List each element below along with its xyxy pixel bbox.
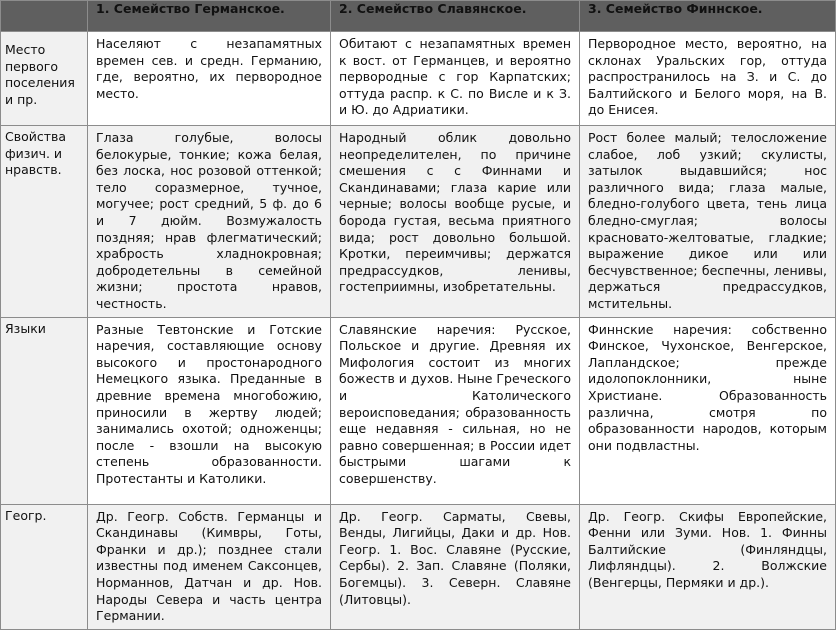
row-label: Место первого поселения и пр. [1,32,88,126]
cell-germanic: Разные Тевтонские и Готские наречия, составляющие основу высокого и простонародного Немецкого языка. Преданные в древние времена многобожию, приносили в жертву людей; занимались охотой; одноженцы; после - взошли на высокую степень образованности. Протестанты и Католики. [88,317,331,504]
cell-slavic: Обитают с незапамятных времен к вост. от Германцев, и вероятно первородные с гор Карпатских; оттуда распр. к С. по Висле и к З. и Ю. до Адриатики. [331,32,580,126]
header-slavic: 2. Семейство Славянское. [331,1,580,32]
cell-germanic: Глаза голубые, волосы белокурые, тонкие; кожа белая, без лоска, нос розовой оттенкой; тело соразмерное, тучное, могучее; рост средний, 5 ф. до 6 и 7 дюйм. Возмужалость поздняя; нрав флегматический; храбрость хладнокровная; добродетельны в семейной жизни; простота нравов, честность. [88,126,331,318]
cell-slavic: Народный облик довольно неопределителен, по причине смешения с с Финнами и Скандинавами; глаза карие или черные; волосы вообще русые, и борода густая, весьма приятного вида; рост довольно большой. Кротки, переимчивы; держатся предрассудков, ленивы, гостеприимны, изобретательны. [331,126,580,318]
row-label: Языки [1,317,88,504]
cell-finnic: Первородное место, вероятно, на склонах Уральских гор, оттуда распространилось на З. и С. до Балтийского и Белого моря, на В. до Енисея. [580,32,836,126]
header-corner [1,1,88,32]
table-row [1,504,836,629]
cell-finnic: Финнские наречия: собственно Финское, Чухонское, Венгерское, Лапландское; прежде идолопоклонники, ныне Христиане. Образованность различна, смотря по образованности народов, которым они подвластны. [580,317,836,504]
cell-slavic: Славянские наречия: Русское, Польское и другие. Древняя их Мифология состоит из многих божеств и духов. Ныне Греческого и Католического вероисповедания; образованность еще недавняя - сильная, но не равно совершенная; в России идет быстрыми шагами к совершенству. [331,317,580,504]
table-row [1,317,836,504]
cell-germanic: Др. Геогр. Собств. Германцы и Скандинавы (Кимвры, Готы, Франки и др.); позднее стали известны под именем Саксонцев, Норманнов, Датчан и др. Нов. Народы Севера и часть центра Германии. [88,504,331,629]
table-row [1,32,836,126]
header-germanic: 1. Семейство Германское. [88,1,331,32]
cell-finnic: Др. Геогр. Скифы Европейские, Фенни или Зуми. Нов. 1. Финны Балтийские (Финляндцы, Лифляндцы). 2. Волжские (Венгерцы, Пермяки и др.). [580,504,836,629]
cell-slavic: Др. Геогр. Сарматы, Свевы, Венды, Лигийцы, Даки и др. Нов. Геогр. 1. Вос. Славяне (Русские, Сербы). 2. Зап. Славяне (Поляки, Богемцы). 3. Северн. Славяне (Литовцы). [331,504,580,629]
cell-germanic: Населяют с незапамятных времен сев. и средн. Германию, где, вероятно, их первородное место. [88,32,331,126]
row-label: Свойства физич. и нравств. [1,126,88,318]
cell-finnic: Рост более малый; телосложение слабое, лоб узкий; скулисты, затылок выдавшийся; нос различного вида; глаза малые, бледно-голубого цвета, тень лица бледно-смуглая; волосы красновато-желтоватые, гладкие; выражение дикое или или бесчувственное; беспечны, ленивы, держаться предрассудков, мстительны. [580,126,836,318]
row-label: Геогр. [1,504,88,629]
header-finnic: 3. Семейство Финнское. [580,1,836,32]
header-row [1,1,836,32]
table-row [1,126,836,318]
